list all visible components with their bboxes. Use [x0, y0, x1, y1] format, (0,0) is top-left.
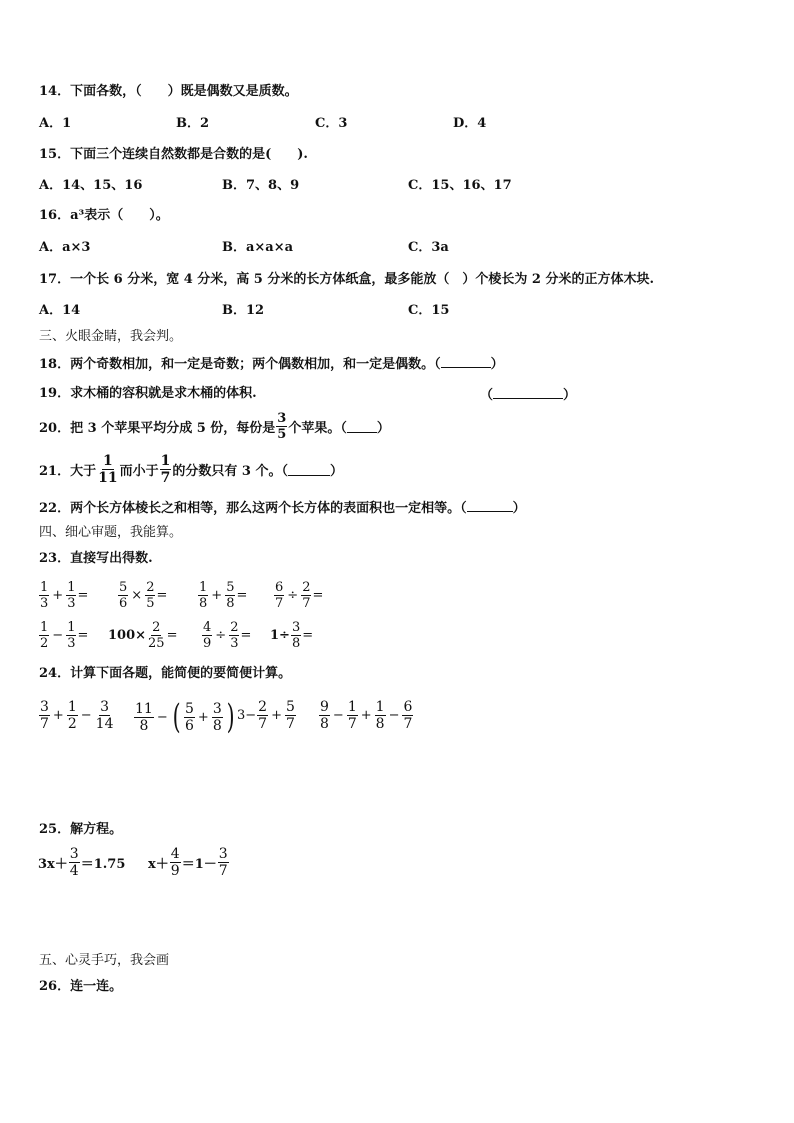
q15-option-b: B．7、8、9	[222, 178, 300, 193]
section-3-title: 三、火眼金睛，我会判。	[39, 329, 183, 344]
q20-post: 个苹果。（	[288, 421, 347, 436]
question-23-stem: 23．直接写出得数.	[39, 551, 153, 566]
q17-option-c: C．15	[408, 303, 450, 318]
q14-option-a: A．1	[39, 116, 72, 131]
section-5-title: 五、心灵手巧，我会画	[39, 953, 170, 968]
q22-text: 22．两个长方体棱长之和相等，那么这两个长方体的表面积也一定相等。（	[39, 501, 467, 516]
q24-expression-2: $\frac{11}{8}$ − ( $\frac{5}{6}$ + $\frac{3}{8}$ )	[135, 697, 235, 737]
q24-expression-1: $\frac{3}{7}$ + $\frac{1}{2}$ − $\frac{3}{14}$	[40, 699, 114, 732]
q23-r2-item-4: 1÷ $\frac{3}{8}$ =	[270, 620, 314, 651]
q25-equation-1: 3x＋ $\frac{3}{4}$ ＝1.75	[38, 846, 126, 879]
q23-r2-item-2: 100× $\frac{2}{25}$ =	[108, 620, 178, 651]
q23-r1-item-4: $\frac{6}{7}$ ÷ $\frac{2}{7}$ =	[275, 580, 324, 611]
q15-option-c: C．15、16、17	[408, 178, 512, 193]
q19-open: （	[480, 388, 494, 403]
question-25-stem: 25．解方程。	[39, 822, 123, 837]
q20-fraction: $\frac{3}{5}$	[277, 411, 287, 442]
q14-option-d: D．4	[453, 116, 487, 131]
question-16-stem: 16．a³表示（ ）。	[39, 208, 169, 223]
q18-text: 18．两个奇数相加，和一定是奇数；两个偶数相加，和一定是偶数。（	[39, 357, 441, 372]
question-21	[39, 454, 343, 485]
q21-pre: 21．大于	[39, 464, 97, 479]
q18-answer-blank[interactable]	[441, 355, 491, 368]
q23-r1-item-3: $\frac{1}{8}$ + $\frac{5}{8}$ =	[199, 580, 248, 611]
q23-r2-item-1: $\frac{1}{2}$ − $\frac{1}{3}$ =	[40, 620, 89, 651]
question-19-text: 19．求木桶的容积就是求木桶的体积.	[39, 386, 257, 401]
q16-option-a: A．a×3	[39, 240, 91, 255]
q17-option-a: A．14	[39, 303, 81, 318]
question-15-stem: 15．下面三个连续自然数都是合数的是( ).	[39, 147, 308, 162]
q23-r1-item-1: $\frac{1}{3}$ + $\frac{1}{3}$ =	[40, 580, 89, 611]
q20-pre: 20．把 3 个苹果平均分成 5 份，每份是	[39, 421, 276, 436]
question-24-stem: 24．计算下面各题，能简便的要简便计算。	[39, 666, 292, 681]
q15-option-a: A．14、15、16	[39, 178, 143, 193]
q18-close: ）	[490, 357, 504, 372]
q22-close: ）	[512, 501, 526, 516]
q16-option-b: B．a×a×a	[222, 240, 294, 255]
question-26-stem: 26．连一连。	[39, 979, 123, 994]
q22-answer-blank[interactable]	[467, 499, 513, 512]
question-22	[39, 499, 526, 517]
q16-option-c: C．3a	[408, 240, 449, 255]
q21-close: ）	[329, 464, 343, 479]
q14-option-c: C．3	[315, 116, 348, 131]
q14-option-b: B．2	[176, 116, 210, 131]
question-19-answer	[480, 386, 576, 404]
q24-expression-3: 3− $\frac{2}{7}$ + $\frac{5}{7}$	[237, 699, 295, 732]
q23-r1-item-2: $\frac{5}{6}$ × $\frac{2}{5}$ =	[119, 580, 168, 611]
section-4-title: 四、细心审题，我能算。	[39, 525, 183, 540]
q24-expression-4: $\frac{9}{8}$ − $\frac{1}{7}$ + $\frac{1}{8}$ − $\frac{6}{7}$	[320, 699, 413, 732]
q21-fraction-1: $\frac{1}{11}$	[98, 453, 118, 486]
question-14-stem: 14．下面各数，（ ）既是偶数又是质数。	[39, 84, 298, 99]
q20-answer-blank[interactable]	[347, 420, 377, 433]
q21-answer-blank[interactable]	[288, 463, 330, 476]
q21-post: 的分数只有 3 个。（	[172, 464, 288, 479]
q23-r2-item-3: $\frac{4}{9}$ ÷ $\frac{2}{3}$ =	[203, 620, 252, 651]
q17-option-b: B．12	[222, 303, 265, 318]
question-17-stem: 17．一个长 6 分米，宽 4 分米，高 5 分米的长方体纸盒，最多能放（ ）个棱长为 2 分米的正方体木块.	[39, 272, 655, 287]
q20-close: ）	[376, 421, 390, 436]
question-20	[39, 412, 390, 441]
q25-equation-2: x＋ $\frac{4}{9}$ ＝1－ $\frac{3}{7}$	[148, 846, 228, 879]
question-18	[39, 355, 504, 373]
q19-close: ）	[563, 388, 577, 403]
q21-mid: 而小于	[119, 464, 159, 479]
q19-answer-blank[interactable]	[493, 386, 563, 399]
q21-fraction-2: $\frac{1}{7}$	[160, 453, 171, 486]
